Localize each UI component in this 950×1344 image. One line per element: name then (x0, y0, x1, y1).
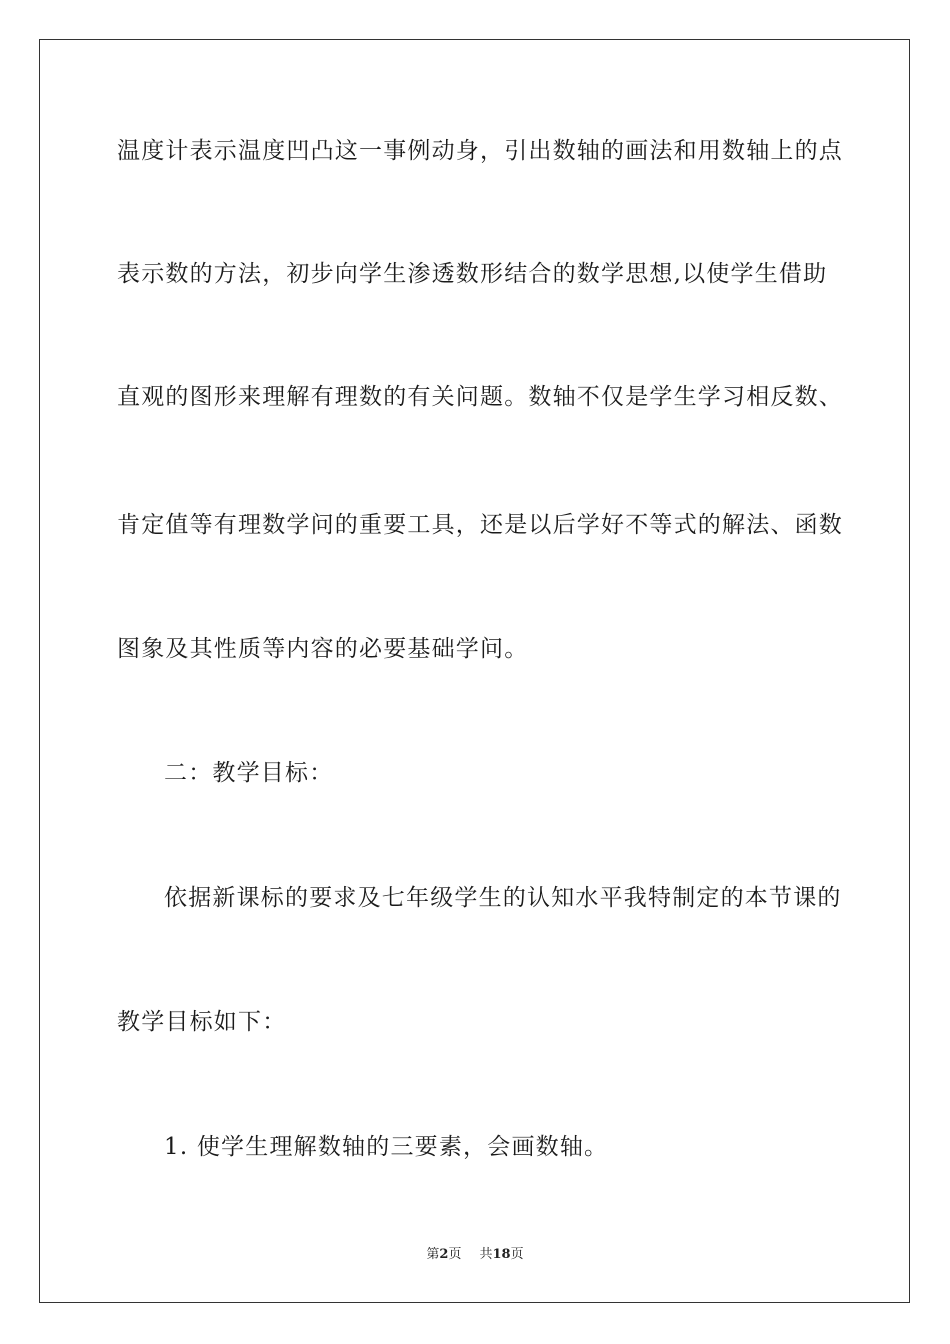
footer-total-prefix: 共 (479, 1247, 493, 1262)
page-footer (0, 1246, 950, 1264)
footer-page-number: 2 (439, 1247, 449, 1262)
footer-total-suffix: 页 (510, 1247, 524, 1262)
list-item-1: 1. 使学生理解数轴的三要素，会画数轴。 (164, 1134, 609, 1160)
page-border (39, 39, 910, 1303)
paragraph-line-2: 表示数的方法，初步向学生渗透数形结合的数学思想,以使学生借助 (117, 261, 828, 287)
footer-page-prefix: 第 (426, 1247, 440, 1262)
paragraph-line-1: 温度计表示温度凹凸这一事例动身，引出数轴的画法和用数轴上的点 (117, 138, 843, 164)
paragraph-line-8: 教学目标如下： (117, 1009, 287, 1035)
paragraph-line-4: 肯定值等有理数学问的重要工具，还是以后学好不等式的解法、函数 (117, 512, 843, 538)
paragraph-line-7: 依据新课标的要求及七年级学生的认知水平我特制定的本节课的 (164, 885, 842, 911)
paragraph-line-5: 图象及其性质等内容的必要基础学问。 (117, 636, 529, 662)
section-heading-teaching-goals: 二：教学目标： (164, 760, 334, 786)
footer-total-number: 18 (492, 1247, 511, 1262)
paragraph-line-3: 直观的图形来理解有理数的有关问题。数轴不仅是学生学习相反数、 (117, 384, 843, 410)
footer-page-suffix: 页 (448, 1247, 462, 1262)
